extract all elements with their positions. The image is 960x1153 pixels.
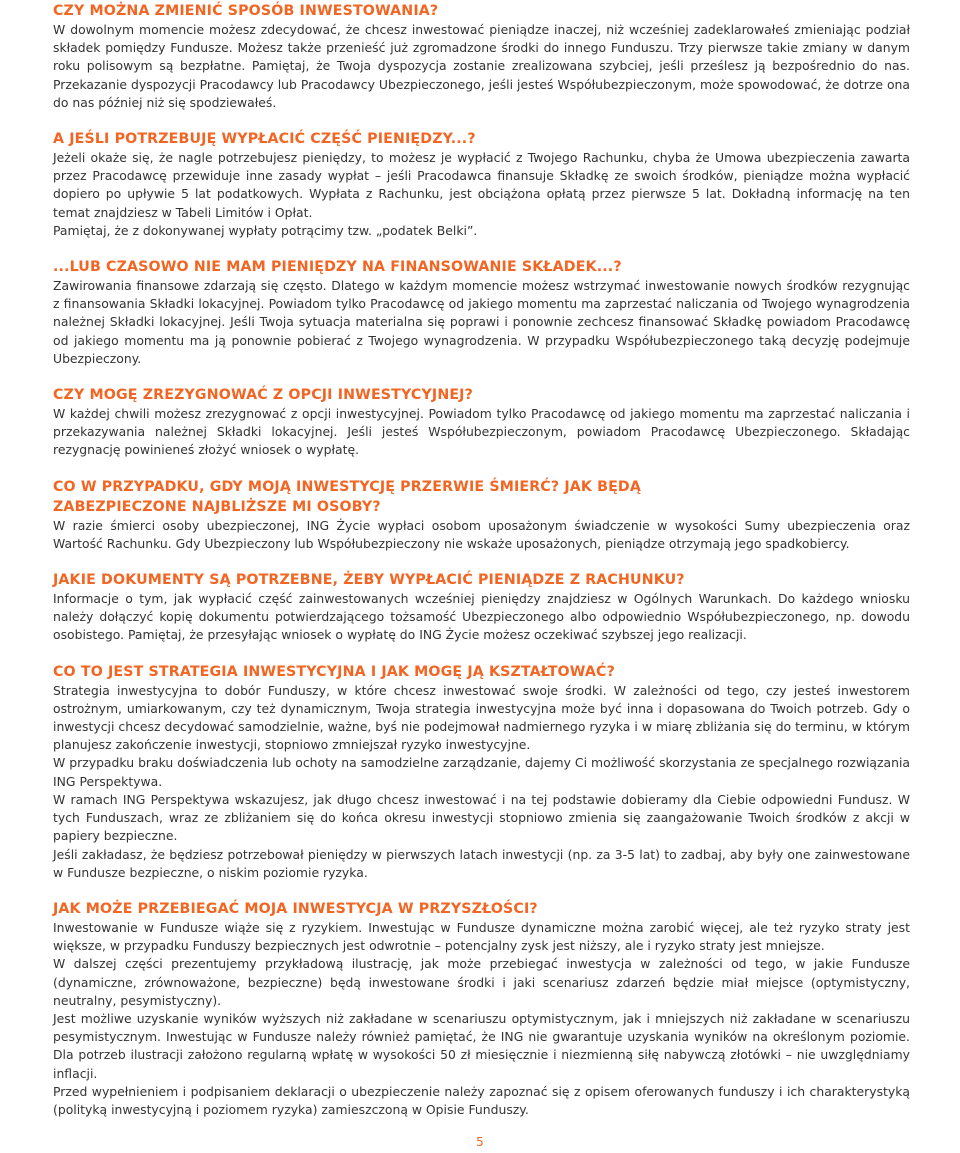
section-paragraph: Informacje o tym, jak wypłacić część zainwestowanych wcześniej pieniędzy znajdziesz w Ogólnych Warunkach. Do każdego wniosku należy dołączyć kopię dokumentu potwierdzającego tożsamość Ubezpieczonego albo odpowiednio Współubezpieczonego, np. dowodu osobistego. Pamiętaj, że przesyłając wniosek o wypłatę do ING Życie możesz oczekiwać szybszej jego realizacji. xyxy=(53,591,910,643)
section-heading: CO W PRZYPADKU, GDY MOJĄ INWESTYCJĘ PRZERWIE ŚMIERĆ? JAK BĘDĄ ZABEZPIECZONE NAJBLIŻSZE MI OSOBY? xyxy=(53,478,641,515)
section-resign-option xyxy=(53,385,910,460)
section-paragraph: Inwestowanie w Fundusze wiąże się z ryzykiem. Inwestując w Fundusze dynamiczne można zarobić więcej, ale też ryzyko straty jest większe, w przypadku Funduszy bezpiecznych jest odwrotnie – potencjalny zysk jest niższy, ale i ryzyko straty jest mniejsze. xyxy=(53,919,910,954)
document-body xyxy=(53,0,910,1136)
section-paragraph: W każdej chwili możesz zrezygnować z opcji inwestycyjnej. Powiadom tylko Pracodawcę od jakiego momentu ma zaprzestać naliczania i przekazywania należnej Składki lokacyjnej. Jeśli jesteś Współubezpieczonym, powiadom Pracodawcę Ubezpieczonego. Składając rezygnację powinieneś złożyć wniosek o wypłatę. xyxy=(53,406,910,458)
section-death-case xyxy=(53,477,910,553)
section-paragraph: Przed wypełnieniem i podpisaniem deklaracji o ubezpieczenie należy zapoznać się z opisem oferowanych funduszy i ich charakterystyką (polityką inwestycyjną i poziomem ryzyka) zamieszczoną w Opisie Funduszy. xyxy=(53,1083,910,1117)
section-change-investment xyxy=(53,1,910,112)
section-heading: CZY MOGĘ ZREZYGNOWAĆ Z OPCJI INWESTYCYJNEJ? xyxy=(53,387,473,404)
section-paragraph: W dalszej części prezentujemy przykładową ilustrację, jak może przebiegać inwestycja w zależności od tego, w jakie Fundusze (dynamiczne, zrównoważone, bezpieczne) będą inwestowane środki i jaki scenariusz zdarzeń będzie miał miejsce (optymistyczny, neutralny, pesymistyczny). xyxy=(53,956,910,1008)
section-investment-strategy xyxy=(53,662,910,882)
section-paragraph: Jeżeli okaże się, że nagle potrzebujesz pieniędzy, to możesz je wypłacić z Twojego Rachunku, chyba że Umowa ubezpieczenia zawarta przez Pracodawcę przewiduje inne zasady wypłat – jeśli Pracodawca finansuje Składkę ze swoich środków, pieniądze można wypłacić dopiero po upływie 5 lat podatkowych. Wypłata z Rachunku, jest obciążona opłatą przez pierwsze 5 lat. Dokładną informację na ten temat znajdziesz w Tabeli Limitów i Opłat. xyxy=(53,150,910,220)
section-heading: ...LUB CZASOWO NIE MAM PIENIĘDZY NA FINANSOWANIE SKŁADEK...? xyxy=(53,259,622,276)
section-heading: JAK MOŻE PRZEBIEGAĆ MOJA INWESTYCJA W PRZYSZŁOŚCI? xyxy=(53,900,538,917)
page-number: 5 xyxy=(476,1135,484,1149)
section-heading: CO TO JEST STRATEGIA INWESTYCYJNA I JAK MOGĘ JĄ KSZTAŁTOWAĆ? xyxy=(53,663,615,680)
section-paragraph: Zawirowania finansowe zdarzają się często. Dlatego w każdym momencie możesz wstrzymać inwestowanie nowych środków rezygnując z finansowania Składki lokacyjnej. Powiadom tylko Pracodawcę od jakiego momentu ma zaprzestać naliczania od Twojego wynagrodzenia należnej Składki lokacyjnej. Jeśli Twoja sytuacja materialna się poprawi i ponownie zechcesz finansować Składkę powiadom Pracodawcę od jakiego momentu ma ją ponownie pobierać z Twojego wynagrodzenia. W przypadku Współubezpieczonego taką decyzję podejmuje Ubezpieczony. xyxy=(53,278,910,366)
section-paragraph: Pamiętaj, że z dokonywanej wypłaty potrącimy tzw. „podatek Belki”. xyxy=(53,222,478,238)
section-heading: CZY MOŻNA ZMIENIĆ SPOSÓB INWESTOWANIA? xyxy=(53,3,439,19)
section-future-investment xyxy=(53,899,910,1119)
section-paragraph: W dowolnym momencie możesz zdecydować, że chcesz inwestować pieniądze inaczej, niż wcześniej zadeklarowałeś zmieniając podział składek pomiędzy Fundusze. Możesz także przenieść już zgromadzone środki do innego Funduszu. Trzy pierwsze takie zmiany w danym roku polisowym są bezpłatne. Pamiętaj, że Twoja dyspozycja zostanie zrealizowana szybciej, jeśli prześlesz ją bezpośrednio do nas. Przekazanie dyspozycji Pracodawcy lub Pracodawcy Ubezpieczonego, jeśli jesteś Współubezpieczonym, może spowodować, że dotrze ona do nas później niż się spodziewałeś. xyxy=(53,22,910,110)
section-partial-withdrawal xyxy=(53,129,910,240)
section-documents xyxy=(53,570,910,645)
section-paragraph: Strategia inwestycyjna to dobór Funduszy, w które chcesz inwestować swoje środki. W zależności od tego, czy jesteś inwestorem ostrożnym, umiarkowanym, czy też dynamicznym, Twoja strategia inwestycyjna może być inna i dopasowana do Twoich potrzeb. Gdy o inwestycji chcesz decydować samodzielnie, ważne, byś nie podejmował nadmiernego ryzyka i w miarę zbliżania się do terminu, w którym planujesz zakończenie inwestycji, stopniowo zmniejszał ryzyko inwestycyjne. xyxy=(53,682,910,753)
section-no-money-for-premiums xyxy=(53,257,910,368)
section-paragraph: W razie śmierci osoby ubezpieczonej, ING Życie wypłaci osobom uposażonym świadczenie w wysokości Sumy ubezpieczenia oraz Wartość Rachunku. Gdy Ubezpieczony lub Współubezpieczony nie wskaże uposażonych, pieniądze otrzymają jego spadkobiercy. xyxy=(53,517,910,551)
section-paragraph: W ramach ING Perspektywa wskazujesz, jak długo chcesz inwestować i na tej podstawie dobieramy dla Ciebie odpowiedni Fundusz. W tych Funduszach, wraz ze zbliżaniem się do końca okresu inwestycji stopniowo zmienia się zaangażowanie Twoich środków z akcji w papiery bezpieczne. xyxy=(53,791,910,844)
section-paragraph: W przypadku braku doświadczenia lub ochoty na samodzielne zarządzanie, dajemy Ci możliwość skorzystania ze specjalnego rozwiązania ING Perspektywa. xyxy=(53,755,910,789)
section-paragraph: Jest możliwe uzyskanie wyników wyższych niż zakładane w scenariuszu optymistycznym, jak i mniejszych niż zakładane w scenariuszu pesymistycznym. Inwestując w Fundusze należy również pamiętać, że ING nie gwarantuje uzyskania wyników na określonym poziomie. Dla potrzeb ilustracji założono regularną wpłatę w wysokości 50 zł miesięcznie i niezmienną siłę nabywczą złotówki – nie uwzględniamy inflacji. xyxy=(53,1010,910,1081)
section-paragraph: Jeśli zakładasz, że będziesz potrzebował pieniędzy w pierwszych latach inwestycji (np. za 3-5 lat) to zadbaj, aby były one zainwestowane w Fundusze bezpieczne, o niskim poziomie ryzyka. xyxy=(53,846,910,880)
section-heading: JAKIE DOKUMENTY SĄ POTRZEBNE, ŻEBY WYPŁACIĆ PIENIĄDZE Z RACHUNKU? xyxy=(53,572,685,589)
section-heading: A JEŚLI POTRZEBUJĘ WYPŁACIĆ CZĘŚĆ PIENIĘDZY...? xyxy=(53,131,476,148)
